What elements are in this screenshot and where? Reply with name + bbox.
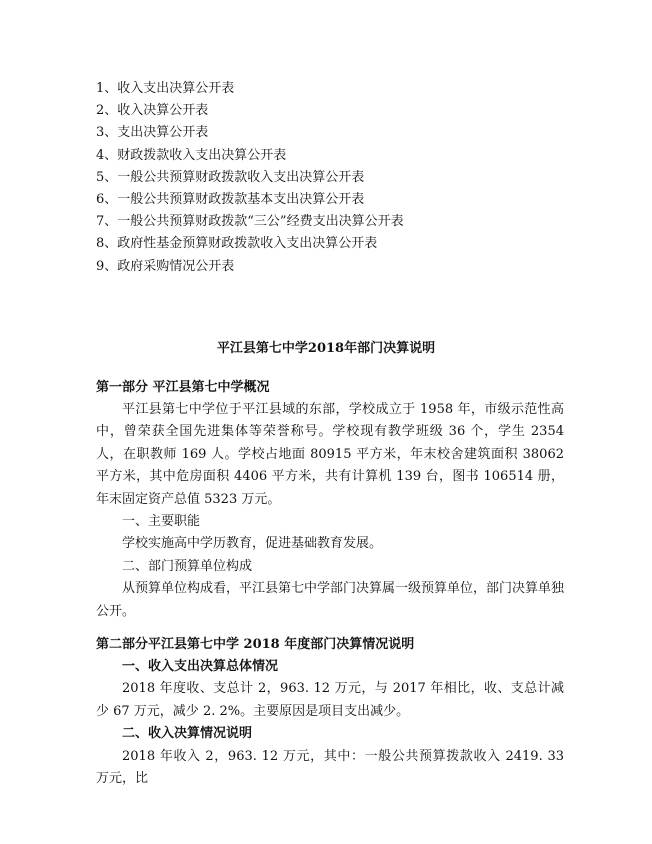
part-one-section	[96, 379, 564, 623]
document-title: 平江县第七中学2018年部门决算说明	[216, 341, 436, 356]
units-subheading: 二、部门预算单位构成	[122, 558, 253, 574]
list-item: 1、收入支出决算公开表	[96, 81, 235, 96]
list-item: 3、支出决算公开表	[96, 125, 209, 141]
total-overview-paragraph: 2018 年度收、支总计 2，963. 12 万元，与 2017 年相比，收、支总计减少 67 万元，减少 2. 2%。主要原因是项目支出减少。	[96, 681, 564, 719]
total-overview-heading: 一、收入支出决算总体情况	[122, 659, 279, 674]
part-one-heading: 第一部分 平江县第七中学概况	[96, 380, 270, 395]
list-item: 2、收入决算公开表	[96, 103, 209, 119]
list-item: 6、一般公共预算财政拨款基本支出决算公开表	[96, 191, 365, 207]
overview-paragraph: 平江县第七中学位于平江县域的东部，学校成立于 1958 年，市级示范性高中，曾荣获全国先进集体等荣誉称号。学校现有教学班级 36 个，学生 2354 人，在职教师 169 人。学校占地面 80915 平方米，年末校舍建筑面积 38062 平方米，其中危房面积 4406 平方米，共有计算机 139 台，图书 106514 册，年末固定资产总值 5323 万元。	[96, 402, 564, 507]
list-item: 4、财政拨款收入支出决算公开表	[96, 147, 287, 163]
income-heading: 二、收入决算情况说明	[122, 726, 253, 742]
functions-subheading: 一、主要职能	[122, 514, 201, 530]
functions-text: 学校实施高中学历教育，促进基础教育发展。	[122, 536, 383, 552]
part-two-heading: 第二部分平江县第七中学 2018 年度部门决算情况说明	[96, 637, 415, 652]
list-item: 5、一般公共预算财政拨款收入支出决算公开表	[96, 169, 365, 185]
attachment-list	[96, 80, 576, 280]
list-item: 8、政府性基金预算财政拨款收入支出决算公开表	[96, 236, 378, 252]
list-item: 9、政府采购情况公开表	[96, 258, 235, 274]
part-two-section	[96, 636, 564, 790]
units-paragraph: 从预算单位构成看，平江县第七中学部门决算属一级预算单位，部门决算单独公开。	[96, 581, 565, 619]
income-paragraph: 2018 年收入 2，963. 12 万元，其中：一般公共预算拨款收入 2419. 33 万元，比	[96, 748, 564, 787]
list-item: 7、一般公共预算财政拨款“三公”经费支出决算公开表	[96, 214, 404, 230]
